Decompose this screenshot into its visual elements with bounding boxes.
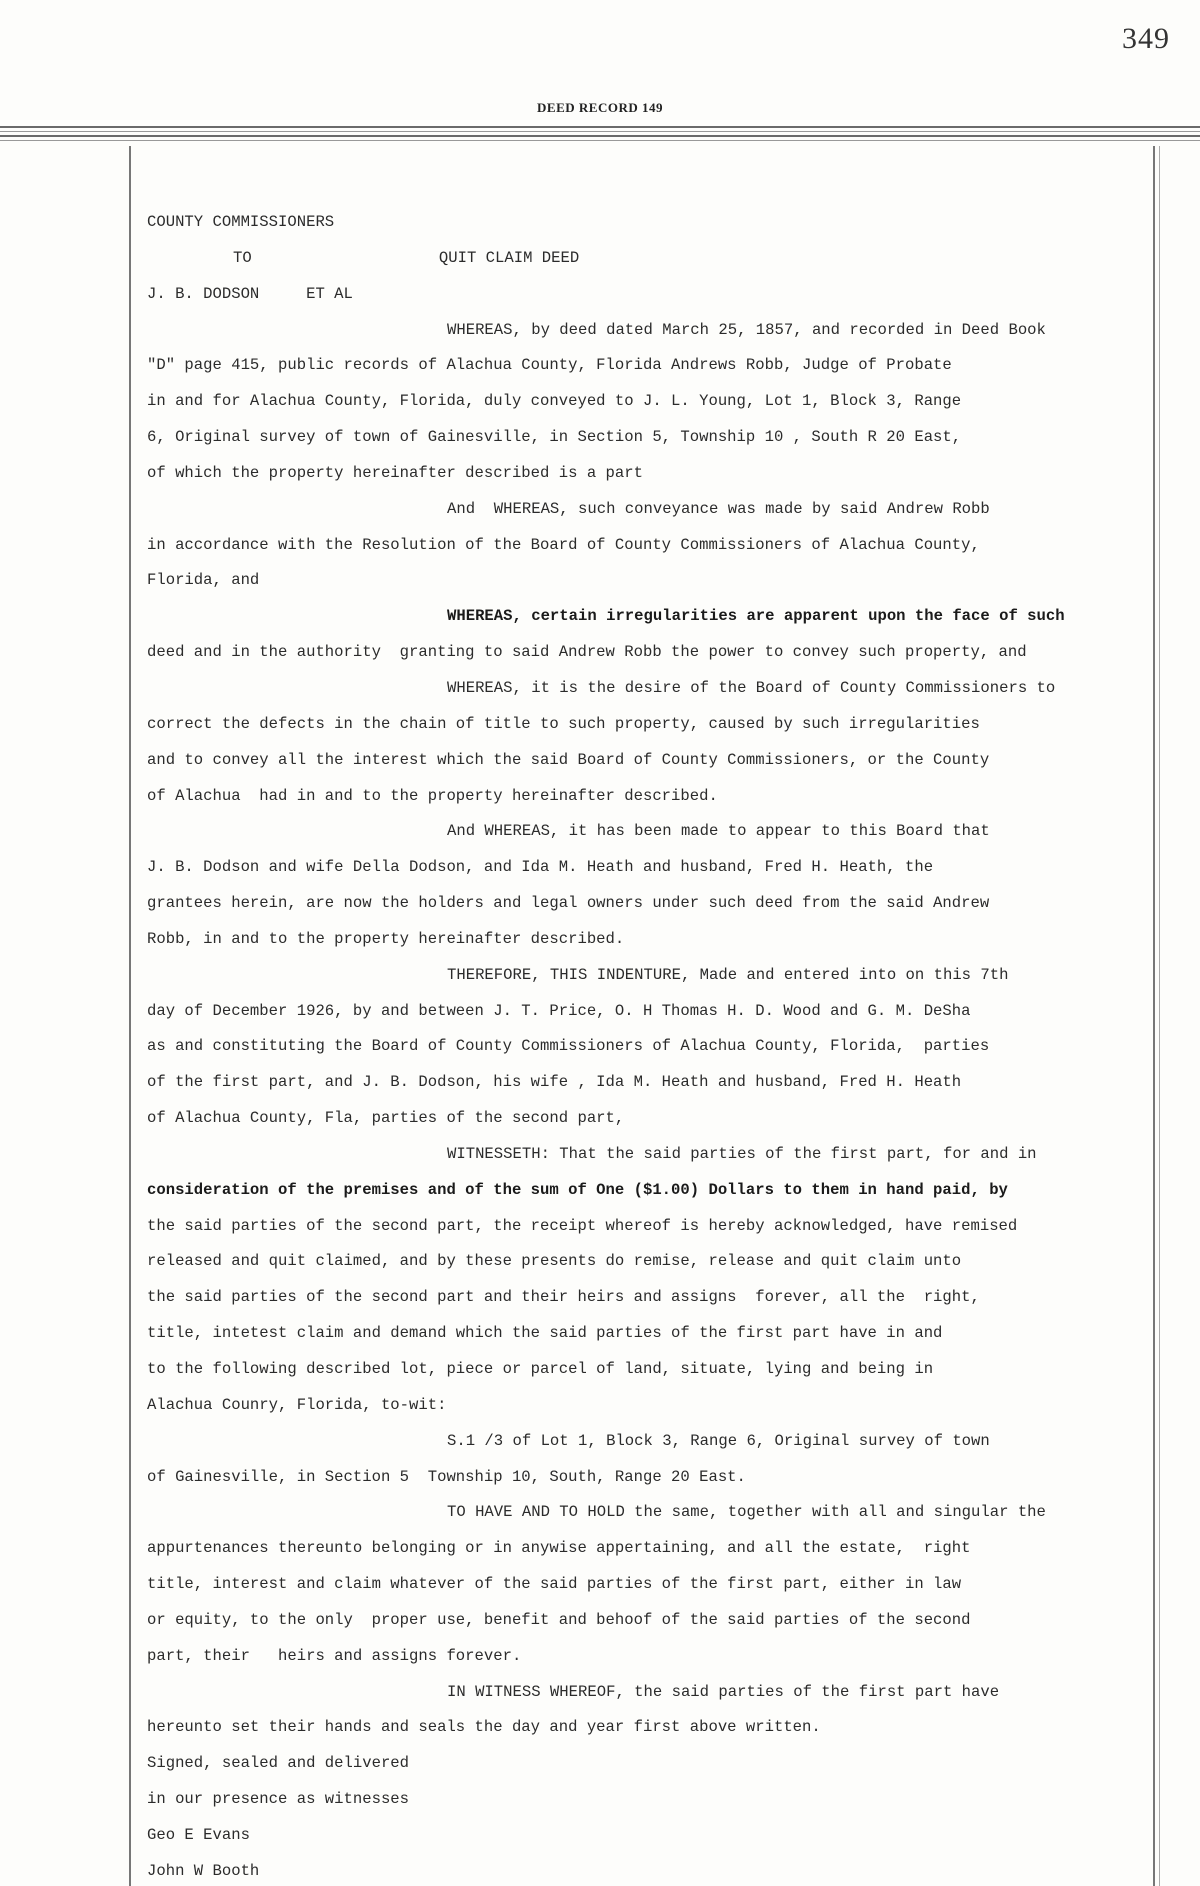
deed-text-line: WITNESSETH: That the said parties of the first part, for and in (447, 1144, 1037, 1163)
deed-text-line: of Alachua County, Fla, parties of the second part, (147, 1109, 625, 1128)
deed-text-line: in and for Alachua County, Florida, duly conveyed to J. L. Young, Lot 1, Block 3, Range (147, 392, 962, 411)
deed-text-line: title, interest and claim whatever of the said parties of the first part, either in law (147, 1575, 962, 1594)
left-margin-rule (129, 146, 131, 1886)
deed-text-line: J. B. Dodson and wife Della Dodson, and Ida M. Heath and husband, Fred H. Heath, the (147, 858, 934, 877)
deed-text-line: grantees herein, are now the holders and legal owners under such deed from the said Andrew (147, 894, 990, 913)
header-rule (0, 126, 1200, 146)
deed-text-line: in accordance with the Resolution of the Board of County Commissioners of Alachua County, (147, 535, 980, 554)
deed-text-line: Signed, sealed and delivered (147, 1754, 410, 1773)
deed-text-line: part, their heirs and assigns forever. (147, 1646, 522, 1665)
deed-text-line: THEREFORE, THIS INDENTURE, Made and entered into on this 7th (447, 965, 1009, 984)
deed-text-line: of Alachua had in and to the property hereinafter described. (147, 786, 718, 805)
deed-text-line: the said parties of the second part, the receipt whereof is hereby acknowledged, have remised (147, 1216, 1018, 1235)
deed-text-line: of Gainesville, in Section 5 Township 10, South, Range 20 East. (147, 1467, 746, 1486)
deed-text-line: TO QUIT CLAIM DEED (233, 248, 580, 267)
deed-text-line: to the following described lot, piece or parcel of land, situate, lying and being in (147, 1360, 934, 1378)
deed-text-line: of which the property hereinafter described is a part (147, 463, 643, 482)
deed-text-line: COUNTY COMMISSIONERS (147, 213, 335, 231)
deed-text-line: or equity, to the only proper use, benefit and behoof of the said parties of the second (147, 1610, 971, 1629)
deed-text-line: John W Booth (147, 1861, 260, 1880)
deed-text-line: in our presence as witnesses (147, 1790, 410, 1809)
deed-text-line: as and constituting the Board of County Commissioners of Alachua County, Florida, parties (147, 1037, 990, 1056)
deed-text-line: WHEREAS, it is the desire of the Board of County Commissioners to (447, 678, 1056, 697)
deed-text-line: day of December 1926, by and between J. T. Price, O. H Thomas H. D. Wood and G. M. DeSha (147, 1001, 971, 1020)
deed-text-line: J. B. DODSON ET AL (147, 284, 353, 303)
deed-text-line: S.1 /3 of Lot 1, Block 3, Range 6, Original survey of town (447, 1431, 990, 1450)
deed-text-line: released and quit claimed, and by these presents do remise, release and quit claim unto (147, 1252, 962, 1271)
deed-text-line: and to convey all the interest which the said Board of County Commissioners, or the County (147, 750, 990, 769)
deed-text-line: consideration of the premises and of the sum of One ($1.00) Dollars to them in hand paid, by (147, 1180, 1008, 1199)
right-margin-rule-inner (1159, 146, 1160, 1886)
deed-text-line: hereunto set their hands and seals the day and year first above written. (147, 1718, 821, 1737)
deed-text-line: WHEREAS, certain irregularities are apparent upon the face of such (447, 607, 1065, 626)
page-number: 349 (1122, 22, 1170, 55)
deed-text-line: "D" page 415, public records of Alachua County, Florida Andrews Robb, Judge of Probate (147, 356, 952, 375)
deed-text-line: appurtenances thereunto belonging or in anywise appertaining, and all the estate, right (147, 1539, 971, 1558)
deed-text-line: TO HAVE AND TO HOLD the same, together with all and singular the (447, 1503, 1046, 1522)
deed-text-line: Florida, and (147, 571, 260, 590)
deed-text-line: And WHEREAS, such conveyance was made by said Andrew Robb (447, 499, 990, 518)
deed-text-line: Alachua Counry, Florida, to-wit: (147, 1395, 447, 1414)
deed-body (147, 205, 1157, 1886)
deed-text-line: And WHEREAS, it has been made to appear to this Board that (447, 822, 990, 841)
deed-text-line: 6, Original survey of town of Gainesville, in Section 5, Township 10 , South R 20 East, (147, 428, 962, 447)
deed-text-line: title, intetest claim and demand which the said parties of the first part have in and (147, 1324, 943, 1343)
deed-text-line: of the first part, and J. B. Dodson, his wife , Ida M. Heath and husband, Fred H. Heath (147, 1073, 962, 1092)
deed-text-line: IN WITNESS WHEREOF, the said parties of the first part have (447, 1682, 1000, 1701)
deed-text-line: the said parties of the second part and their heirs and assigns forever, all the right, (147, 1288, 980, 1307)
deed-text-line: Geo E Evans (147, 1825, 250, 1844)
record-title: DEED RECORD 149 (537, 100, 663, 115)
deed-text-line: Robb, in and to the property hereinafter described. (147, 929, 625, 948)
deed-text-line: deed and in the authority granting to said Andrew Robb the power to convey such property, and (147, 643, 1027, 662)
deed-text-line: correct the defects in the chain of title to such property, caused by such irregularities (147, 714, 980, 733)
deed-text-line: WHEREAS, by deed dated March 25, 1857, and recorded in Deed Book (447, 320, 1046, 339)
